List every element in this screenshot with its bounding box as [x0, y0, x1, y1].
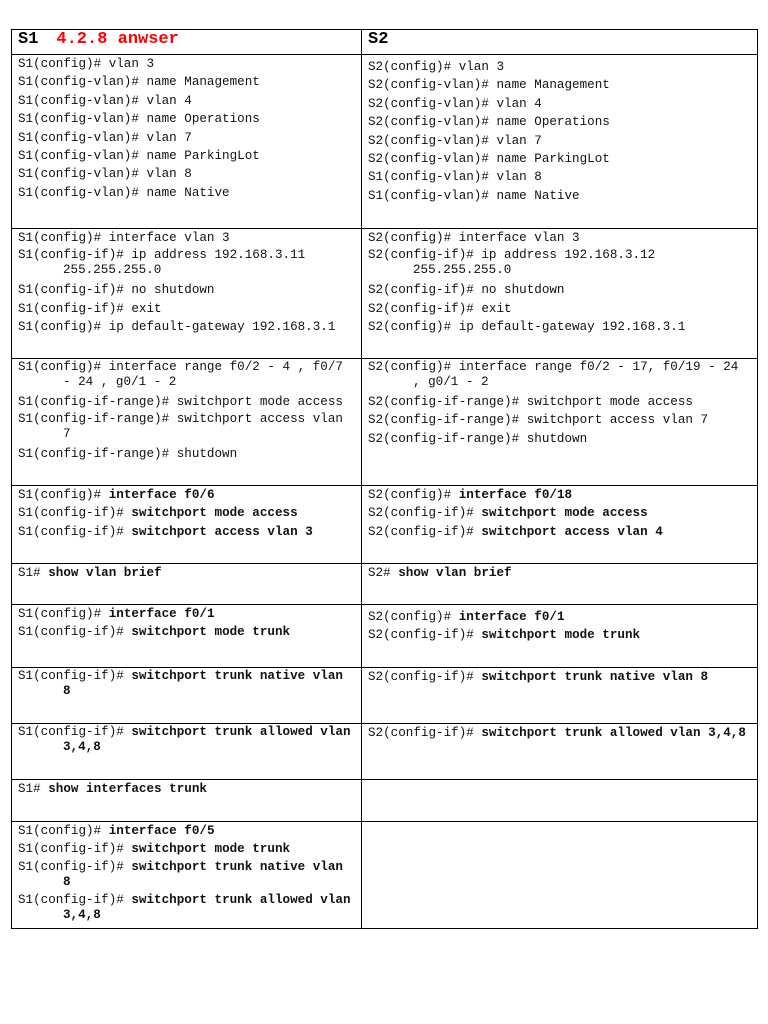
config-line	[368, 229, 751, 247]
cli-prompt: S2(config-if-range)# switchport access vlan 7	[368, 413, 709, 428]
cli-prompt: S1(config)# ip default-gateway 192.168.3.1	[18, 320, 336, 335]
cli-command: switchport trunk allowed vlan 3,4,8	[63, 725, 359, 754]
cli-prompt: S1(config)# vlan 3	[18, 57, 155, 71]
cli-prompt: S1(config-vlan)# name Management	[18, 75, 260, 90]
header-row	[12, 30, 758, 55]
config-line	[18, 110, 355, 128]
cli-prompt: S2(config)# interface range f0/2 - 17, f0/19 - 24 , g0/1 - 2	[368, 360, 746, 389]
config-line	[18, 669, 355, 699]
cli-prompt: S2(config)# ip default-gateway 192.168.3.1	[368, 320, 686, 335]
cli-prompt: S2(config-if)#	[368, 506, 482, 521]
s1-cell	[12, 229, 362, 359]
cli-command: switchport mode trunk	[131, 842, 291, 857]
header-s2-cell	[362, 30, 758, 55]
config-line	[18, 360, 355, 390]
cli-prompt: S2(config-if)# ip address 192.168.3.12 255.255.255.0	[368, 248, 663, 278]
cli-prompt: S1#	[18, 782, 49, 796]
cli-prompt: S2(config-if)# exit	[368, 301, 512, 316]
config-line	[18, 281, 355, 299]
s2-cell	[362, 359, 758, 486]
cli-prompt: S1(config-if)# no shutdown	[18, 283, 215, 298]
cli-command: switchport access vlan 4	[481, 524, 663, 539]
cli-prompt: S2(config)# vlan 3	[368, 60, 505, 74]
cli-command: switchport trunk allowed vlan 3,4,8	[481, 726, 746, 740]
cli-prompt: S2(config-vlan)# vlan 7	[368, 133, 542, 148]
cli-prompt: S1(config-vlan)# name Native	[18, 185, 230, 200]
config-line	[18, 248, 355, 278]
cli-prompt: S1(config-vlan)# vlan 4	[18, 93, 192, 108]
cli-command: switchport mode trunk	[131, 625, 291, 640]
cli-prompt: S2(config)#	[368, 610, 459, 624]
config-line	[368, 58, 751, 76]
cli-prompt: S1(config-if-range)# shutdown	[18, 447, 238, 462]
cli-command: show vlan brief	[398, 566, 512, 580]
cli-prompt: S1(config)# interface range f0/2 - 4 , f0/7 - 24 , g0/1 - 2	[18, 360, 351, 389]
config-line	[18, 92, 355, 110]
s1-cell	[12, 780, 362, 822]
cli-command: interface f0/1	[108, 607, 215, 621]
config-line	[18, 822, 355, 840]
cli-prompt: S1(config-vlan)# name Native	[368, 188, 580, 203]
s1-cell	[12, 668, 362, 724]
config-line	[18, 504, 355, 522]
config-line	[368, 504, 751, 522]
cli-prompt: S1(config-vlan)# vlan 7	[18, 130, 192, 145]
config-line	[368, 486, 751, 504]
config-line	[18, 147, 355, 165]
config-line	[368, 95, 751, 113]
cli-prompt: S1(config)# interface vlan 3	[18, 231, 230, 245]
config-line	[18, 523, 355, 541]
config-line	[18, 55, 355, 73]
config-line	[368, 411, 751, 429]
cli-prompt: S2(config-vlan)# name ParkingLot	[368, 152, 610, 167]
config-line	[18, 780, 355, 798]
cli-command: switchport mode access	[131, 506, 298, 521]
s1-cell	[12, 486, 362, 564]
config-line	[368, 626, 751, 644]
table-row	[12, 55, 758, 229]
cli-prompt: S1#	[18, 566, 49, 580]
s2-cell	[362, 780, 758, 822]
header-s1-cell	[12, 30, 362, 55]
config-line	[368, 248, 751, 278]
cli-command: interface f0/6	[108, 488, 215, 502]
s1-cell	[12, 55, 362, 229]
config-line	[18, 73, 355, 91]
config-line	[18, 229, 355, 247]
config-line	[368, 360, 751, 390]
config-line	[18, 318, 355, 336]
cli-prompt: S2(config-if)#	[368, 670, 482, 684]
config-line	[18, 412, 355, 442]
table-row	[12, 229, 758, 359]
s1-cell	[12, 605, 362, 668]
s2-cell	[362, 55, 758, 229]
config-line	[368, 318, 751, 336]
config-line	[18, 300, 355, 318]
s2-cell	[362, 822, 758, 929]
config-line	[368, 281, 751, 299]
cli-command: switchport trunk native vlan 8	[63, 669, 351, 698]
config-line	[18, 725, 359, 755]
config-line	[368, 523, 751, 541]
header-s1-label: S1	[18, 30, 39, 49]
config-line	[18, 445, 355, 463]
s1-cell	[12, 564, 362, 605]
config-line	[368, 608, 751, 626]
cli-prompt: S1(config-vlan)# vlan 8	[368, 170, 542, 185]
config-line	[18, 892, 359, 923]
s2-cell	[362, 229, 758, 359]
cli-prompt: S1(config-if)#	[18, 506, 132, 521]
cli-prompt: S2(config-if)# no shutdown	[368, 283, 565, 298]
cli-prompt: S2(config-if-range)# shutdown	[368, 431, 588, 446]
cli-command: interface f0/18	[458, 488, 573, 502]
header-answer-label: 4.2.8 anwser	[56, 30, 179, 49]
cli-command: switchport trunk allowed vlan 3,4,8	[63, 892, 359, 922]
table-row	[12, 724, 758, 780]
s2-cell	[362, 564, 758, 605]
cli-prompt: S2(config)#	[368, 488, 459, 502]
config-line	[18, 393, 355, 411]
cli-command: switchport mode trunk	[481, 628, 641, 643]
cli-prompt: S1(config-if)#	[18, 625, 132, 640]
table-row	[12, 822, 758, 929]
cli-prompt: S1(config-if-range)# switchport access vlan 7	[18, 412, 351, 442]
cli-command: switchport trunk native vlan 8	[63, 859, 351, 889]
cli-prompt: S2(config-if)#	[368, 726, 482, 740]
s2-cell	[362, 605, 758, 668]
config-line	[18, 129, 355, 147]
table-row	[12, 605, 758, 668]
cli-prompt: S1(config-if)#	[18, 725, 132, 739]
config-line	[18, 564, 355, 582]
config-line	[18, 486, 355, 504]
cli-prompt: S2#	[368, 566, 399, 580]
table-row	[12, 359, 758, 486]
cli-prompt: S1(config-vlan)# vlan 8	[18, 167, 192, 182]
cli-prompt: S1(config-if)#	[18, 842, 132, 857]
cli-command: switchport mode access	[481, 506, 648, 521]
cli-prompt: S1(config-if)#	[18, 892, 132, 907]
cli-prompt: S1(config-if)#	[18, 669, 132, 683]
cli-prompt: S1(config)#	[18, 824, 109, 838]
cli-command: interface f0/5	[108, 824, 215, 838]
cli-command: show interfaces trunk	[48, 782, 207, 796]
cli-prompt: S1(config-if-range)# switchport mode access	[18, 395, 343, 409]
cli-prompt: S1(config-vlan)# name ParkingLot	[18, 149, 260, 164]
config-table	[11, 29, 758, 929]
config-line	[368, 150, 751, 168]
config-line	[368, 132, 751, 150]
table-row	[12, 486, 758, 564]
config-line	[18, 184, 355, 202]
cli-prompt: S1(config)#	[18, 607, 109, 621]
s1-cell	[12, 822, 362, 929]
config-line	[18, 605, 355, 623]
config-line	[18, 860, 355, 890]
header-s2-label: S2	[368, 30, 389, 49]
s2-cell	[362, 486, 758, 564]
config-line	[368, 564, 751, 582]
cli-prompt: S1(config)#	[18, 488, 109, 502]
table-row	[12, 564, 758, 605]
s1-cell	[12, 724, 362, 780]
s1-cell	[12, 359, 362, 486]
s2-cell	[362, 668, 758, 724]
cli-prompt: S2(config-vlan)# name Operations	[368, 115, 610, 130]
config-line	[368, 300, 751, 318]
cli-command: interface f0/1	[458, 610, 565, 624]
config-line	[368, 393, 751, 411]
config-line	[18, 165, 355, 183]
cli-command: switchport trunk native vlan 8	[481, 670, 709, 684]
config-line	[368, 76, 751, 94]
cli-prompt: S2(config-if)#	[368, 628, 482, 643]
table-row	[12, 780, 758, 822]
cli-prompt: S2(config-if)#	[368, 524, 482, 539]
cli-prompt: S2(config-if-range)# switchport mode access	[368, 395, 693, 409]
cli-prompt: S1(config-if)# exit	[18, 301, 162, 316]
config-line	[368, 668, 751, 686]
cli-prompt: S2(config-vlan)# name Management	[368, 78, 610, 93]
cli-prompt: S1(config-vlan)# name Operations	[18, 112, 260, 127]
s2-cell	[362, 724, 758, 780]
config-line	[368, 113, 751, 131]
cli-prompt: S1(config-if)#	[18, 859, 132, 874]
cli-prompt: S2(config)# interface vlan 3	[368, 231, 580, 245]
config-line	[368, 187, 751, 205]
config-line	[18, 840, 355, 858]
cli-command: switchport access vlan 3	[131, 524, 313, 539]
table-row	[12, 668, 758, 724]
config-line	[368, 430, 751, 448]
cli-prompt: S2(config-vlan)# vlan 4	[368, 96, 542, 111]
cli-prompt: S1(config-if)# ip address 192.168.3.11 255.255.255.0	[18, 248, 313, 278]
cli-prompt: S1(config-if)#	[18, 524, 132, 539]
config-line	[368, 168, 751, 186]
cli-command: show vlan brief	[48, 566, 162, 580]
config-line	[368, 724, 751, 742]
config-line	[18, 623, 355, 641]
